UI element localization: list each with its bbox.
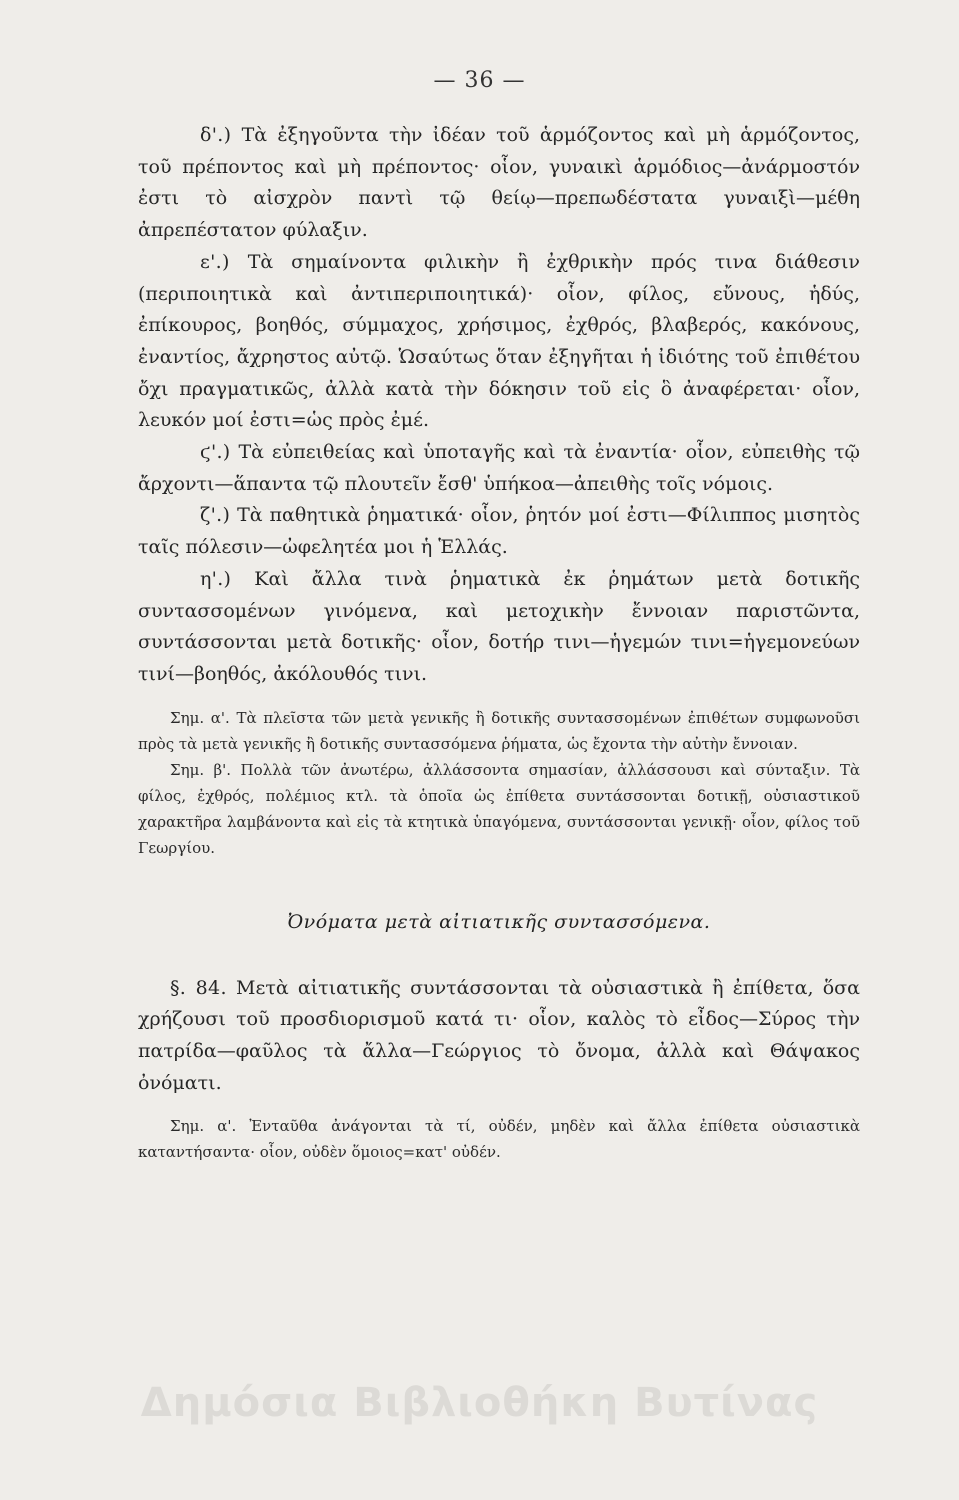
note-label: Σημ. β'. xyxy=(170,760,232,779)
library-watermark: Δημόσια Βιβλιοθήκη Βυτίνας xyxy=(140,1380,819,1426)
section-label: §. 84. xyxy=(170,976,227,999)
paragraph-stigma xyxy=(138,437,860,500)
item-text: Καὶ ἄλλα τινὰ ῥηματικὰ ἐκ ῥημάτων μετὰ δοτικῆς συντασσομένων γινόμενα, καὶ μετοχικὴν ἔννοιαν παριστῶντα, συντάσσονται μετὰ δοτικῆς· οἷον, δοτήρ τινι—ἡγεμών τινι=ἡγεμονεύων τινί—βοηθός, ἀκόλουθός τινι. xyxy=(138,567,860,685)
page-content xyxy=(138,120,860,1165)
note-label: Σημ. α'. xyxy=(170,708,230,727)
note-text: Ἐνταῦθα ἀνάγονται τὰ τί, οὐδέν, μηδὲν καὶ ἄλλα ἐπίθετα οὐσιαστικὰ καταντήσαντα· οἷον, οὐδὲν ὅμοιος=κατ' οὐδέν. xyxy=(138,1117,860,1162)
item-label: δ'.) xyxy=(200,124,232,146)
item-text: Τὰ παθητικὰ ῥηματικά· οἷον, ῥητόν μοί ἐστι—Φίλιππος μισητὸς ταῖς πόλεσιν—ὠφελητέα μοι ἡ Ἑλλάς. xyxy=(138,504,860,559)
section-heading: Ὀνόματα μετὰ αἰτιατικῆς συντασσόμενα. xyxy=(287,910,711,933)
note-alpha-2 xyxy=(138,1113,860,1165)
section-text: Μετὰ αἰτιατικῆς συντάσσονται τὰ οὐσιαστικὰ ἢ ἐπίθετα, ὅσα χρήζουσι τοῦ προσδιορισμοῦ κατά τι· οἷον, καλὸς τὸ εἶδος—Σύρος τὴν πατρίδα—φαῦλος τὰ ἄλλα—Γεώργιος τὸ ὄνομα, ἀλλὰ καὶ Θάψακος ὀνόματι. xyxy=(138,976,860,1094)
notes-block-a xyxy=(138,705,860,861)
note-beta xyxy=(138,757,860,861)
note-label: Σημ. α'. xyxy=(170,1117,237,1136)
item-label: ζ'.) xyxy=(200,504,231,527)
note-alpha xyxy=(138,705,860,757)
page-number: — 36 — xyxy=(433,68,526,93)
paragraph-epsilon xyxy=(138,247,860,437)
item-text: Τὰ εὐπειθείας καὶ ὑποταγῆς καὶ τὰ ἐναντία· οἷον, εὐπειθὴς τῷ ἄρχοντι—ἅπαντα τῷ πλουτεῖν ἔσθ' ὑπήκοα—ἀπειθὴς τοῖς νόμοις. xyxy=(138,441,860,495)
paragraph-eta xyxy=(138,564,860,691)
note-text: Πολλὰ τῶν ἀνωτέρω, ἀλλάσσοντα σημασίαν, ἀλλάσσουσι καὶ σύνταξιν. Τὰ φίλος, ἐχθρός, πολέμιος κτλ. τὰ ὁποῖα ὡς ἐπίθετα συντάσσονται δοτικῇ, οὐσιαστικοῦ χαρακτῆρα λαμβάνοντα καὶ εἰς τὰ κτητικὰ ὑπαγόμενα, συντάσσονται γενικῇ· οἷον, φίλος τοῦ Γεωργίου. xyxy=(138,760,860,857)
section-84 xyxy=(138,973,860,1100)
item-label: η'.) xyxy=(200,567,232,590)
item-label: ε'.) xyxy=(200,250,230,273)
item-text: Τὰ σημαίνοντα φιλικὴν ἢ ἐχθρικὴν πρός τινα διάθεσιν (περιποιητικὰ καὶ ἀντιπεριποιητικά)· οἷον, φίλος, εὔνους, ἡδύς, ἐπίκουρος, βοηθός, σύμμαχος, χρήσιμος, ἐχθρός, βλαβερός, κακόνους, ἐναντίος, ἄχρηστος αὐτῷ. Ὡσαύτως ὅταν ἐξηγῆται ἡ ἰδιότης τοῦ ἐπιθέτου ὄχι πραγματικῶς, ἀλλὰ κατὰ τὴν δόκησιν τοῦ εἰς ὃ ἀναφέρεται· οἷον, λευκόν μοί ἐστι=ὡς πρὸς ἐμέ. xyxy=(138,250,860,432)
item-text: Τὰ ἐξηγοῦντα τὴν ἰδέαν τοῦ ἁρμόζοντος καὶ μὴ ἁρμόζοντος, τοῦ πρέποντος καὶ μὴ πρέποντος· οἷον, γυναικὶ ἁρμόδιος—ἀνάρμοστόν ἐστι τὸ αἰσχρὸν παντὶ τῷ θείῳ—πρεπωδέστατα γυναιξὶ—μέθη ἀπρεπέστατον φύλαξιν. xyxy=(138,124,861,242)
paragraph-delta xyxy=(138,120,860,247)
paragraph-zeta xyxy=(138,500,860,563)
notes-block-b xyxy=(138,1113,860,1165)
note-text: Τὰ πλεῖστα τῶν μετὰ γενικῆς ἢ δοτικῆς συντασσομένων ἐπιθέτων συμφωνοῦσι πρὸς τὰ μετὰ γενικῆς ἢ δοτικῆς συντασσόμενα ῥήματα, ὡς ἔχοντα τὴν αὐτὴν ἔννοιαν. xyxy=(138,708,860,753)
item-label: ϛ'.) xyxy=(200,441,231,464)
